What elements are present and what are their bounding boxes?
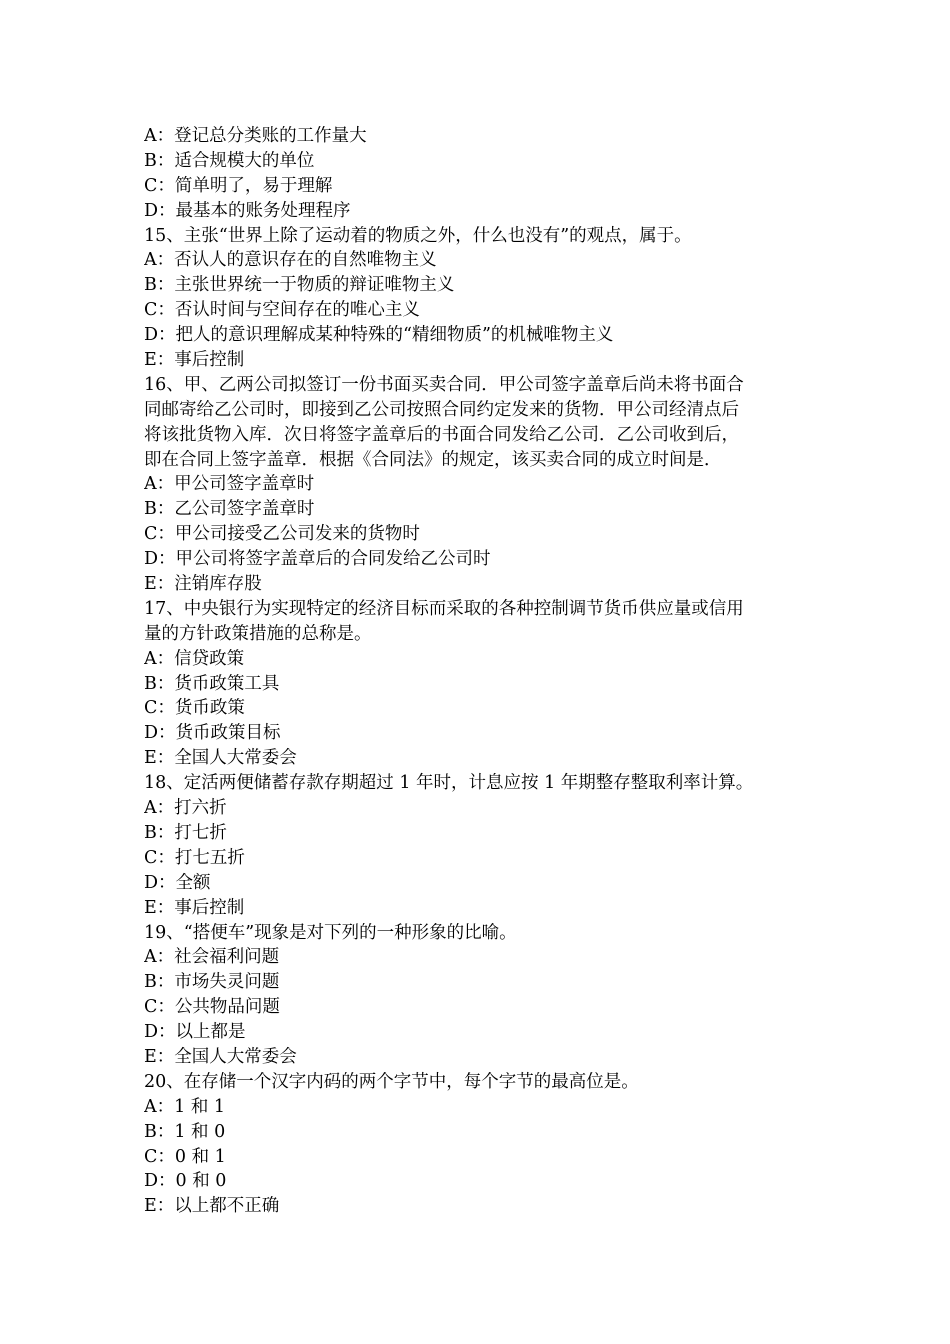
text-line: 15、主张“世界上除了运动着的物质之外，什么也没有”的观点，属于。 [144,225,692,246]
text-line: A：打六折 [144,798,227,819]
text-line: B：乙公司签字盖章时 [144,499,315,520]
text-line: E：全国人大常委会 [144,1046,297,1067]
text-line: A：社会福利问题 [144,947,280,968]
text-line: C：0 和 1 [144,1146,226,1167]
text-line: E：以上都不正确 [144,1196,280,1217]
text-line: D：把人的意识理解成某种特殊的“精细物质”的机械唯物主义 [144,325,614,346]
text-line: 19、“搭便车”现象是对下列的一种形象的比喻。 [144,922,517,943]
text-line: D：以上都是 [144,1022,246,1043]
text-line: E：事后控制 [144,897,245,918]
text-line: A：信贷政策 [144,648,245,669]
text-line: 量的方针政策措施的总称是。 [144,623,372,644]
text-line: 18、定活两便储蓄存款存期超过 1 年时，计息应按 1 年期整存整取利率计算。 [144,773,754,794]
text-line: D：货币政策目标 [144,723,281,744]
text-line: C：货币政策 [144,698,245,719]
text-line: 即在合同上签字盖章．根据《合同法》的规定，该买卖合同的成立时间是． [144,449,722,470]
text-line: C：打七五折 [144,847,245,868]
text-line: C：否认时间与空间存在的唯心主义 [144,300,420,321]
text-line: A：登记总分类账的工作量大 [144,126,367,146]
text-line: E：注销库存股 [144,574,262,595]
text-line: D：甲公司将签字盖章后的合同发给乙公司时 [144,549,491,570]
text-line: E：全国人大常委会 [144,748,297,769]
text-line: 同邮寄给乙公司时，即接到乙公司按照合同约定发来的货物．甲公司经清点后 [144,399,739,420]
text-line: D：最基本的账务处理程序 [144,200,351,221]
text-line: 16、甲、乙两公司拟签订一份书面买卖合同．甲公司签字盖章后尚未将书面合 [144,374,744,395]
text-line: A：1 和 1 [144,1096,226,1117]
text-line: A：甲公司签字盖章时 [144,474,315,495]
text-line: A：否认人的意识存在的自然唯物主义 [144,250,437,271]
text-line: B：市场失灵问题 [144,972,280,993]
text-line: 将该批货物入库．次日将签字盖章后的书面合同发给乙公司．乙公司收到后， [144,424,739,445]
text-line: C：甲公司接受乙公司发来的货物时 [144,524,420,545]
text-line: B：货币政策工具 [144,673,280,694]
text-line: C：公共物品问题 [144,997,280,1018]
text-line: 17、中央银行为实现特定的经济目标而采取的各种控制调节货币供应量或信用 [144,598,744,619]
document-page [144,124,824,1219]
text-line: D：全额 [144,872,211,893]
text-line: B：主张世界统一于物质的辩证唯物主义 [144,275,455,296]
text-line: B：打七折 [144,822,227,843]
text-line: B：1 和 0 [144,1121,226,1142]
text-line: E：事后控制 [144,350,245,371]
text-line: B：适合规模大的单位 [144,150,315,171]
text-line: D：0 和 0 [144,1171,227,1192]
text-line: C：简单明了，易于理解 [144,175,333,196]
text-line: 20、在存储一个汉字内码的两个字节中，每个字节的最高位是。 [144,1071,639,1092]
